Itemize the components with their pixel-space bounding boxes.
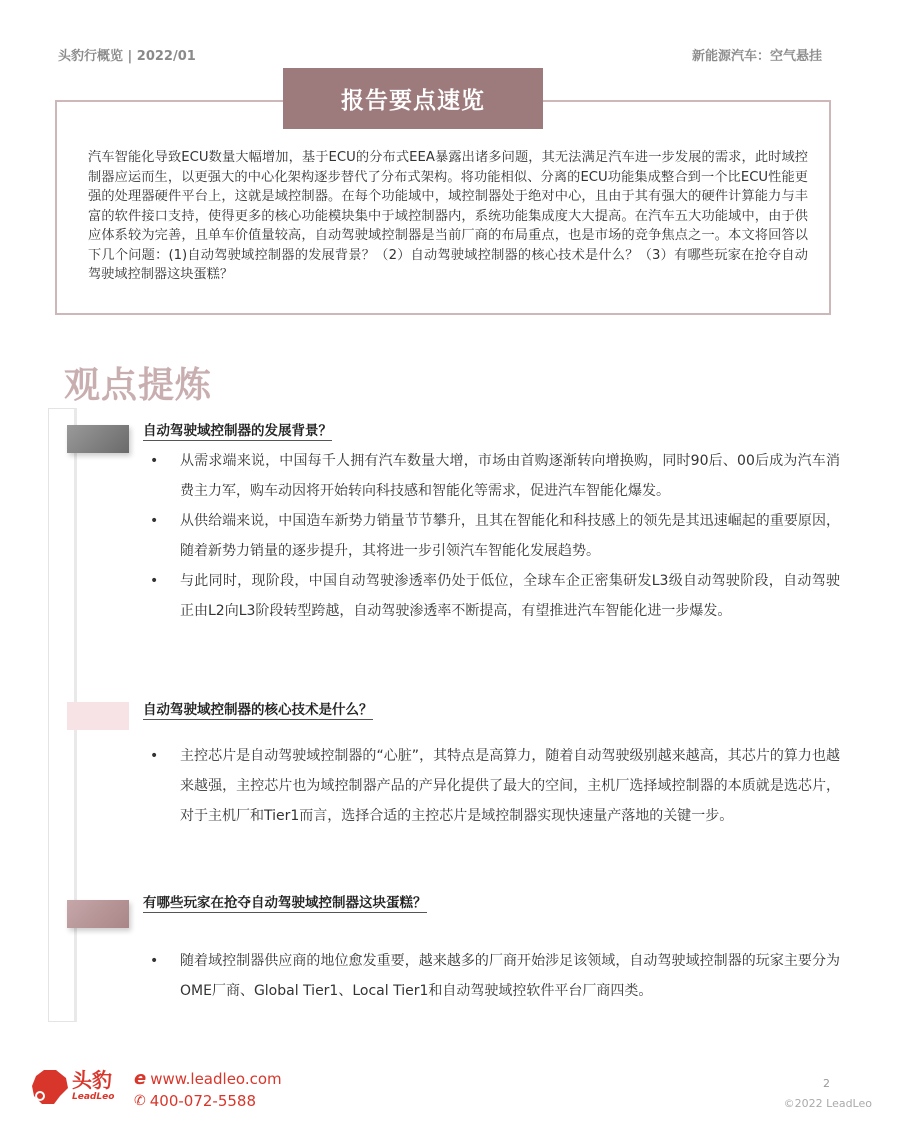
bullet-text: 主控芯片是自动驾驶域控制器的“心脏”，其特点是高算力，随着自动驾驶级别越来越高，其芯片的算力也越来越强，主控芯片也为域控制器产品的产异化提供了最大的空间，主机厂选择域控制器的本质就是选芯片，对于主机厂和Tier1而言，选择合适的主控芯片是域控制器实现快速量产落地的关键一步。 bbox=[180, 748, 840, 824]
bullet-item bbox=[150, 506, 840, 566]
bullet-dot: • bbox=[150, 953, 159, 969]
page-number: 2 bbox=[823, 1077, 830, 1090]
bullet-dot: • bbox=[150, 748, 159, 764]
logo-cn: 头豹 bbox=[72, 1068, 112, 1092]
section-marker bbox=[67, 702, 129, 730]
bullet-dot: • bbox=[150, 453, 159, 469]
section-question: 自动驾驶域控制器的核心技术是什么？ bbox=[143, 698, 373, 720]
logo-en: LeadLeo bbox=[72, 1092, 115, 1102]
copyright: ©2022 LeadLeo bbox=[783, 1097, 872, 1110]
website-link[interactable]: www.leadleo.com bbox=[150, 1070, 282, 1088]
contact-info bbox=[134, 1068, 282, 1112]
leopard-head-icon bbox=[30, 1066, 70, 1106]
header-topic: 新能源汽车：空气悬挂 bbox=[691, 49, 822, 64]
bullet-dot: • bbox=[150, 573, 159, 589]
section-question: 自动驾驶域控制器的发展背景？ bbox=[143, 419, 332, 441]
section-marker bbox=[67, 900, 129, 928]
section-question: 有哪些玩家在抢夺自动驾驶域控制器这块蛋糕？ bbox=[143, 891, 427, 913]
leadleo-logo bbox=[30, 1066, 114, 1106]
bullet-item bbox=[150, 566, 840, 626]
section-marker bbox=[67, 425, 129, 453]
bullet-list bbox=[150, 741, 840, 831]
phone-icon: ✆ bbox=[134, 1093, 146, 1109]
bullet-text: 从供给端来说，中国造车新势力销量节节攀升，且其在智能化和科技感上的领先是其迅速崛起的重要原因，随着新势力销量的逐步提升，其将进一步引领汽车智能化发展趋势。 bbox=[180, 513, 840, 559]
bullet-item bbox=[150, 946, 840, 1006]
bullet-list bbox=[150, 946, 840, 1006]
header-report-label: 头豹行概览 | 2022/01 bbox=[58, 49, 196, 64]
bullet-text: 随着域控制器供应商的地位愈发重要，越来越多的厂商开始涉足该领域，自动驾驶域控制器的玩家主要分为OME厂商、Global Tier1、Local Tier1和自动驾驶域控软件平台厂商四类。 bbox=[180, 953, 840, 999]
insights-title: 观点提炼 bbox=[64, 365, 213, 406]
bullet-text: 与此同时，现阶段，中国自动驾驶渗透率仍处于低位，全球车企正密集研发L3级自动驾驶阶段，自动驾驶正由L2向L3阶段转型跨越，自动驾驶渗透率不断提高，有望推进汽车智能化进一步爆发。 bbox=[180, 573, 840, 619]
summary-text: 汽车智能化导致ECU数量大幅增加，基于ECU的分布式EEA暴露出诸多问题，其无法满足汽车进一步发展的需求，此时域控制器应运而生，以更强大的中心化架构逐步替代了分布式架构。将功能相似、分离的ECU功能集成整合到一个比ECU性能更强的处理器硬件平台上，这就是域控制器。在每个功能域中，域控制器处于绝对中心，且由于其有强大的硬件计算能力与丰富的软件接口支持，使得更多的核心功能模块集中于域控制器内，系统功能集成度大大提高。在汽车五大功能域中，由于供应体系较为完善，且单车价值量较高，自动驾驶域控制器是当前厂商的布局重点，也是市场的竞争焦点之一。本文将回答以下几个问题：(1)自动驾驶域控制器的发展背景？（2）自动驾驶域控制器的核心技术是什么？（3）有哪些玩家在抢夺自动驾驶域控制器这块蛋糕？ bbox=[88, 150, 808, 282]
phone-number: 400-072-5588 bbox=[149, 1092, 256, 1110]
bullet-item bbox=[150, 446, 840, 506]
web-e-icon: e bbox=[134, 1068, 147, 1089]
bullet-text: 从需求端来说，中国每千人拥有汽车数量大增，市场由首购逐渐转向增换购，同时90后、00后成为汽车消费主力军，购车动因将开始转向科技感和智能化等需求，促进汽车智能化爆发。 bbox=[180, 453, 840, 499]
bullet-item bbox=[150, 741, 840, 831]
summary-title: 报告要点速览 bbox=[283, 68, 543, 129]
bullet-dot: • bbox=[150, 513, 159, 529]
bullet-list bbox=[150, 446, 840, 626]
